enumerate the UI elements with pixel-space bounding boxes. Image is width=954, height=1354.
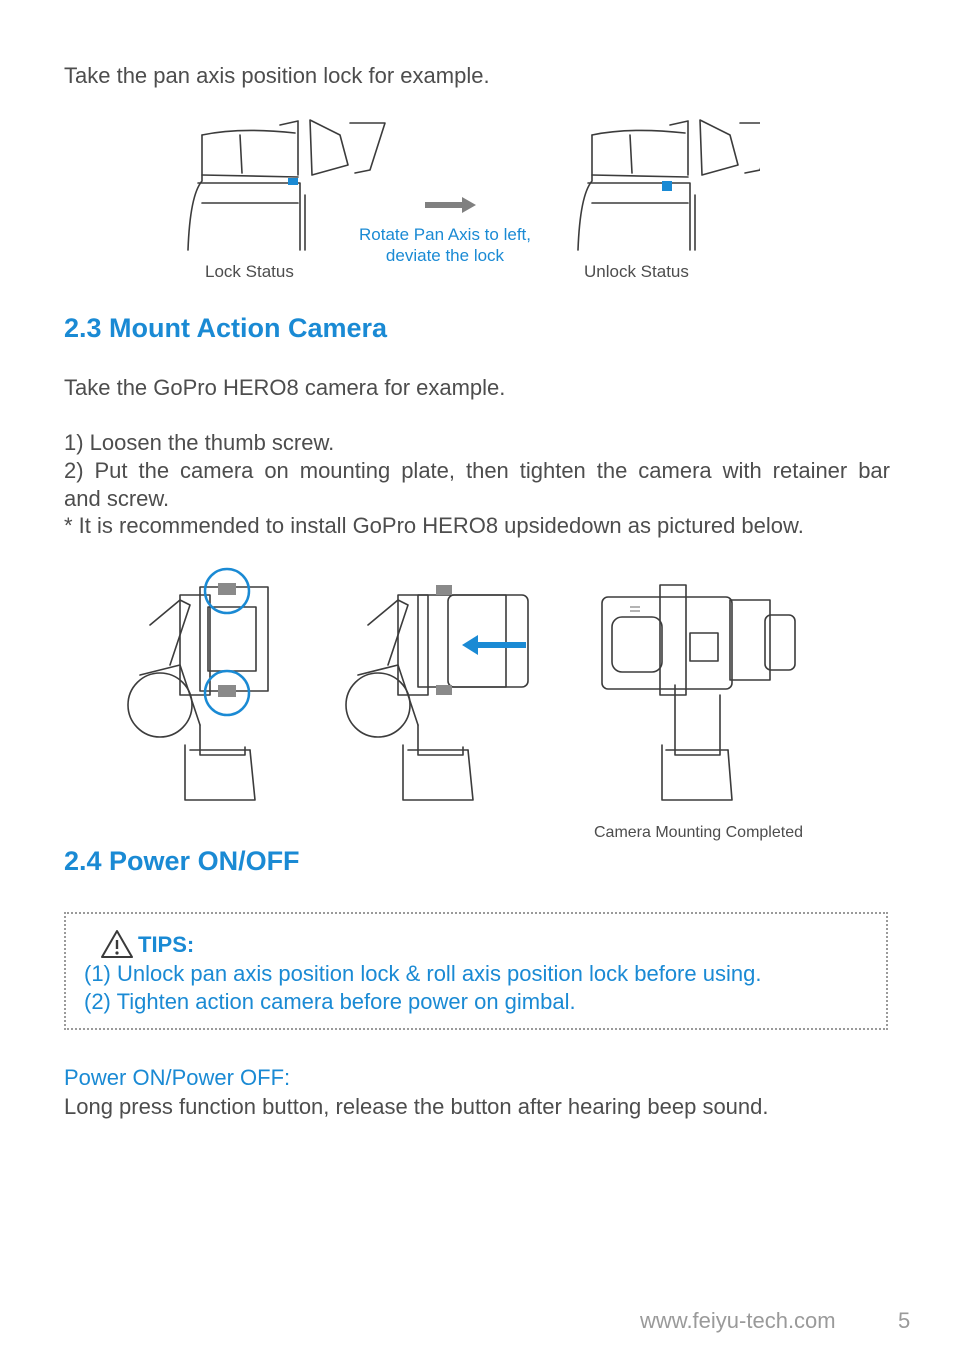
rotate-caption	[340, 224, 550, 266]
tip-2: (2) Tighten action camera before power on gimbal.	[84, 989, 576, 1014]
mount-step1-drawing	[128, 569, 268, 800]
rotate-caption-line2: deviate the lock	[385, 246, 505, 265]
mounting-completed-caption: Camera Mounting Completed	[594, 824, 803, 841]
unlock-gimbal-drawing	[578, 120, 760, 250]
footer-website: www.feiyu-tech.com	[640, 1308, 836, 1333]
rotate-arrow	[425, 197, 476, 213]
tips-label: TIPS:	[138, 932, 195, 957]
mount-complete-drawing	[602, 585, 795, 800]
tip-1: (1) Unlock pan axis position lock & roll axis position lock before using.	[84, 961, 762, 986]
mount-note: * It is recommended to install GoPro HERO8 upsidedown as pictured below.	[64, 513, 804, 538]
power-instructions: Long press function button, release the button after hearing beep sound.	[64, 1094, 769, 1119]
section-power-title: 2.4 Power ON/OFF	[64, 846, 300, 876]
rotate-caption-line1: Rotate Pan Axis to left,	[359, 225, 531, 244]
mount-step-2-line2: and screw.	[64, 486, 170, 511]
mount-step-2-line1: 2) Put the camera on mounting plate, then tighten the camera with retainer bar	[64, 458, 890, 483]
mount-step2-drawing	[346, 585, 528, 800]
unlock-status-caption: Unlock Status	[584, 262, 689, 281]
mount-step-1: 1) Loosen the thumb screw.	[64, 430, 335, 455]
lock-status-caption: Lock Status	[205, 262, 294, 281]
camera-mounting-illustration	[120, 565, 810, 810]
warning-icon	[100, 929, 134, 959]
page-number: 5	[898, 1308, 911, 1333]
mount-intro: Take the GoPro HERO8 camera for example.	[64, 375, 506, 400]
section-mount-title: 2.3 Mount Action Camera	[64, 313, 388, 343]
intro-text: Take the pan axis position lock for example.	[64, 63, 490, 88]
power-label: Power ON/Power OFF:	[64, 1065, 291, 1090]
